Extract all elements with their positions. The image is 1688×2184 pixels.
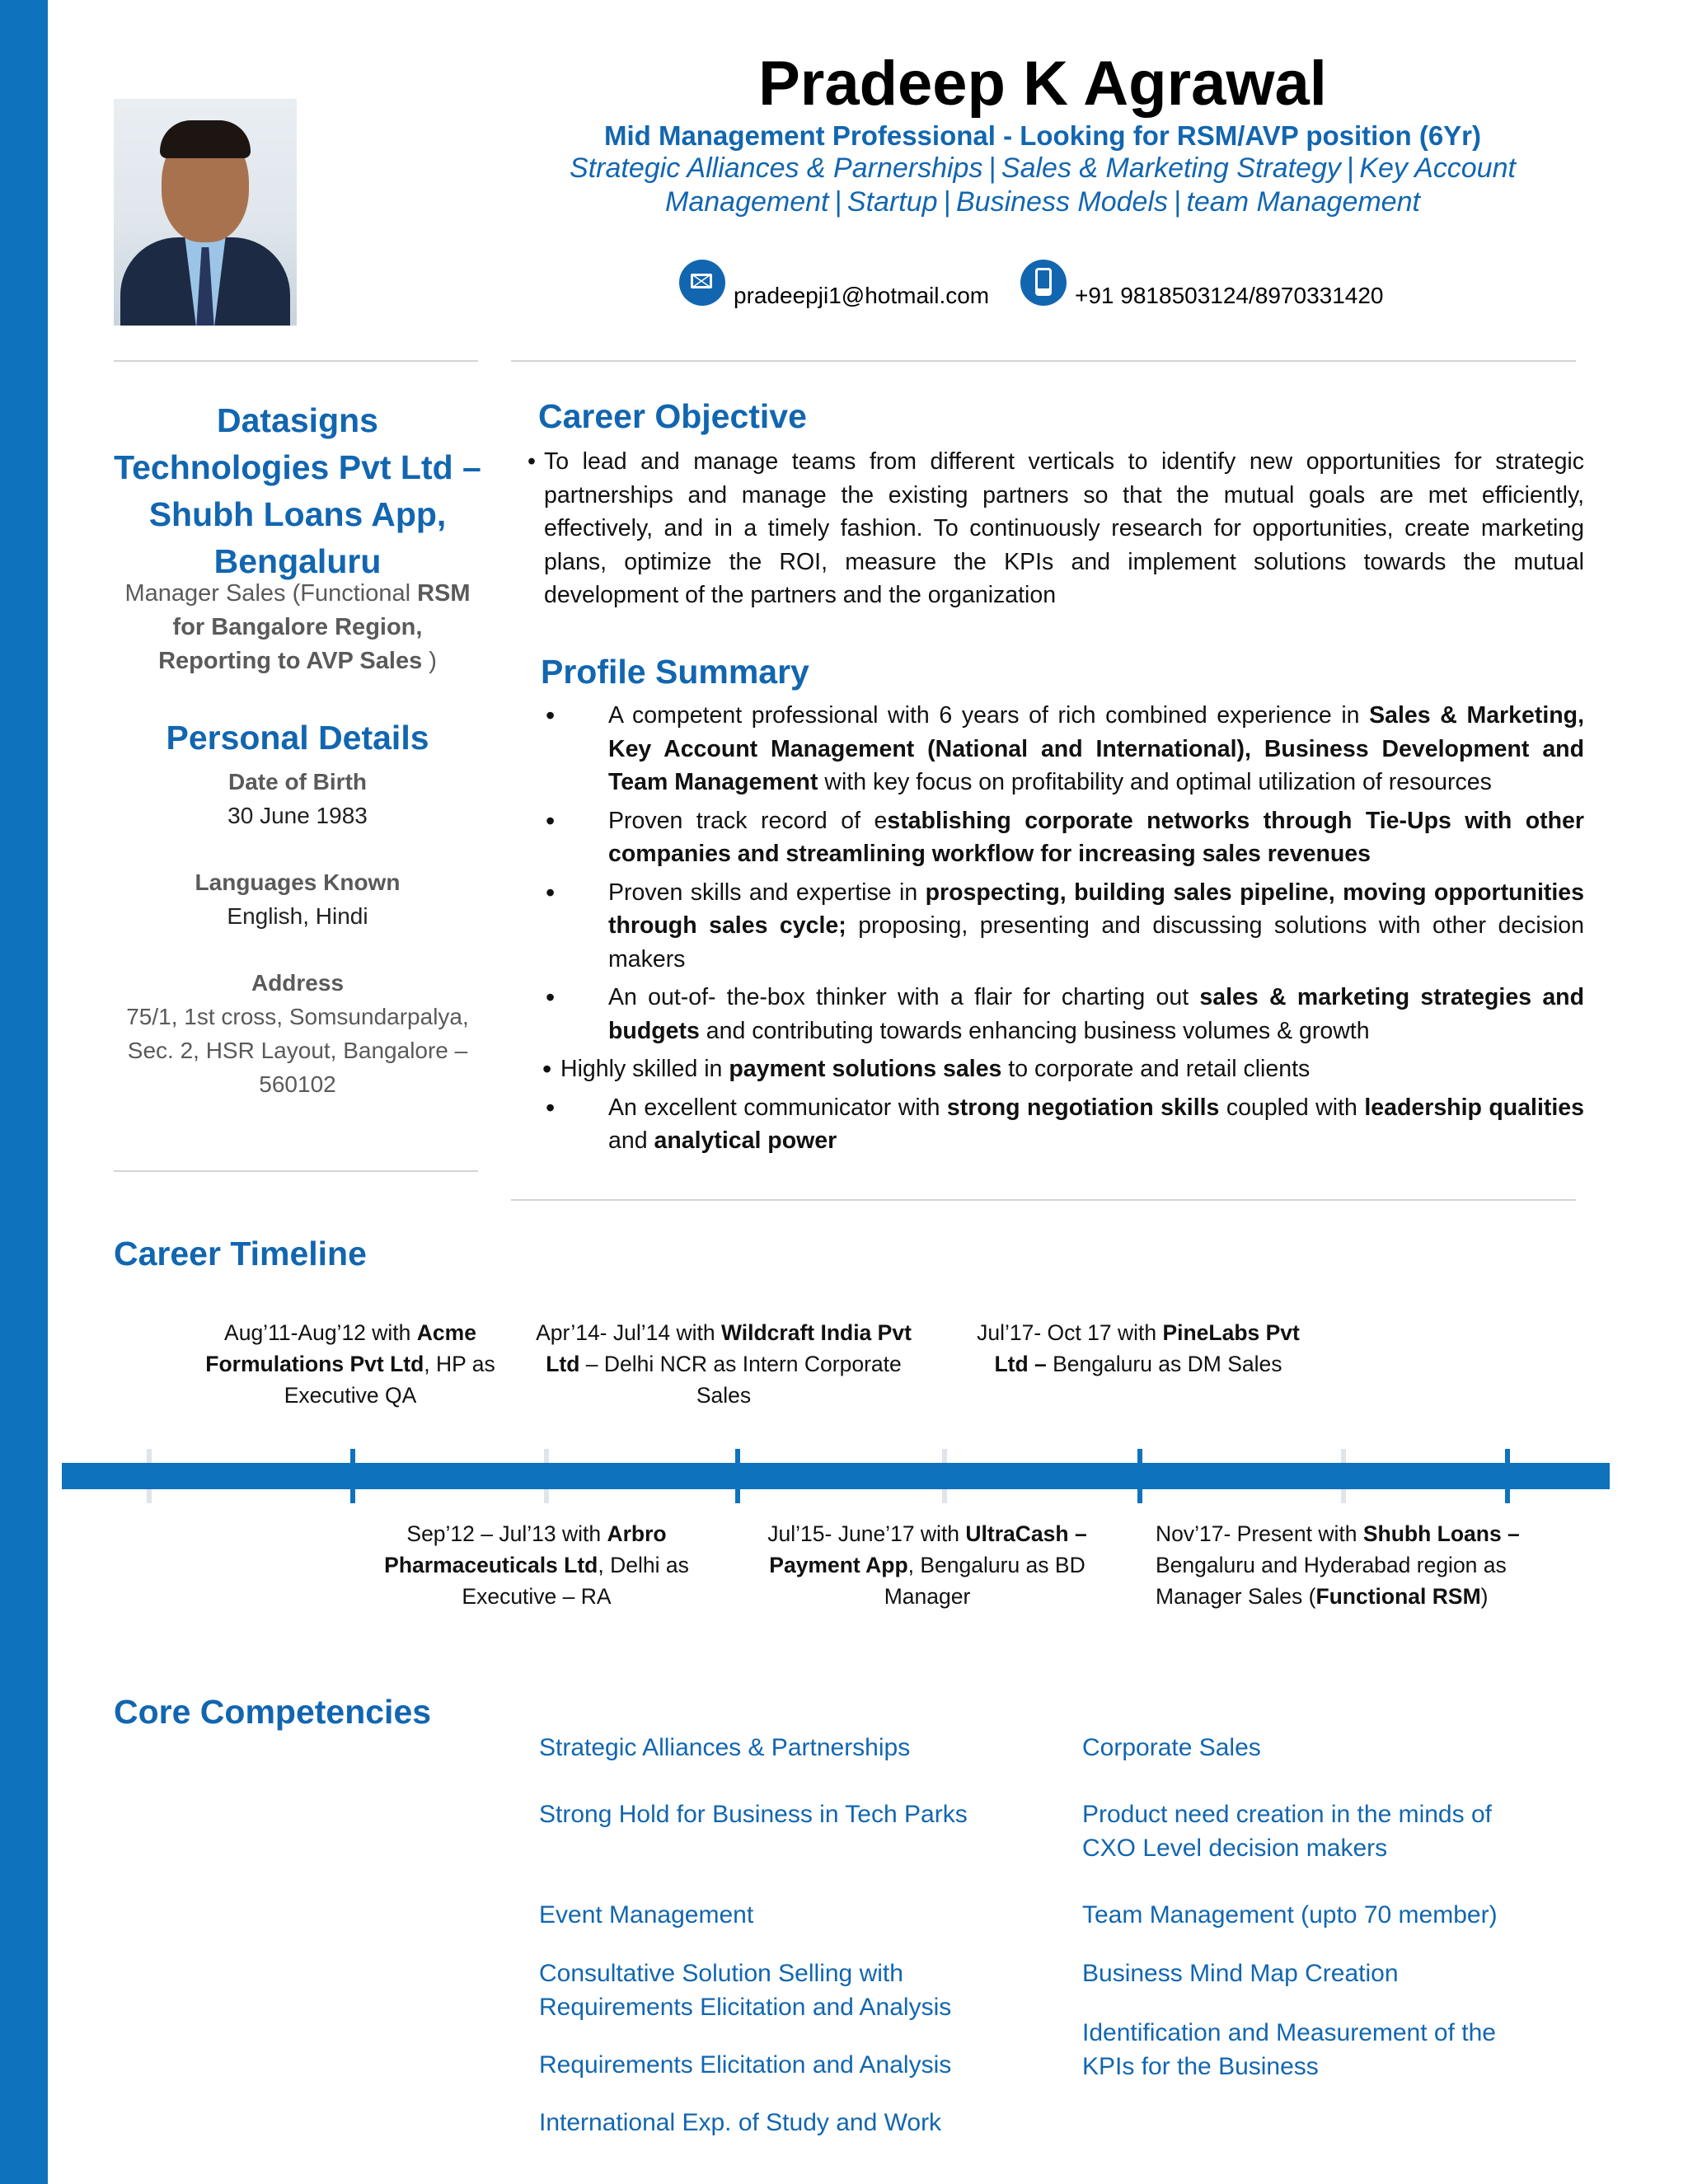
competency-item (1082, 1957, 1527, 1990)
competency-label: Consultative Solution Selling with Requirements Elicitation and Analysis (539, 1960, 952, 2021)
competency-item (539, 1797, 984, 1831)
timeline-axis (62, 1463, 1610, 1489)
list-item: • Proven track record of establishing corporate networks through Tie-Ups with other companies and streamlining workflow for increasing sales revenues (544, 804, 1584, 871)
competency-item (539, 1731, 984, 1765)
competency-item (539, 1898, 984, 1932)
divider (511, 360, 1576, 362)
timeline-event: Apr’14- Jul’14 with Wildcraft India Pvt Ltd – Delhi NCR as Intern Corporate Sales (536, 1320, 912, 1408)
left-accent-bar (0, 0, 48, 2184)
competency-label: Requirements Elicitation and Analysis (539, 2051, 952, 2079)
competency-label: Corporate Sales (1082, 1734, 1261, 1761)
profile-summary-heading: Profile Summary (541, 653, 809, 691)
timeline-tick (1137, 1449, 1142, 1503)
current-company: Datasigns Technologies Pvt Ltd – Shubh Loans App, Bengaluru (114, 401, 481, 580)
list-item: • An excellent communicator with strong negotiation skills coupled with leadership qualities and analytical power (544, 1091, 1584, 1158)
timeline-tick (350, 1449, 355, 1503)
timeline-event: Nov’17- Present with Shubh Loans – Bengaluru and Hyderabad region as Manager Sales (Functional RSM) (1156, 1521, 1520, 1609)
list-item: • Highly skilled in payment solutions sales to corporate and retail clients (544, 1052, 1584, 1086)
personal-details-heading: Personal Details (166, 719, 429, 757)
email-address[interactable]: pradeepji1@hotmail.com (734, 283, 990, 308)
timeline-event: Aug’11-Aug’12 with Acme Formulations Pvt Ltd, HP as Executive QA (205, 1320, 495, 1408)
email-icon (679, 260, 725, 306)
competency-item (1082, 1898, 1527, 1932)
phone-contact[interactable] (1020, 260, 1449, 309)
languages: Languages Known English, Hindi (195, 869, 401, 929)
phone-number[interactable]: +91 9818503124/8970331420 (1075, 283, 1384, 308)
competency-item (1082, 1797, 1527, 1865)
career-objective-heading: Career Objective (538, 397, 807, 435)
competency-item (1082, 1731, 1527, 1765)
timeline-event: Sep’12 – Jul’13 with Arbro Pharmaceuticals Ltd, Delhi as Executive – RA (384, 1521, 689, 1609)
list-item: • A competent professional with 6 years of rich combined experience in Sales & Marketing, Key Account Management (National and International), Business Development and Team Management with key focus on profitability and optimal utilization of resources (544, 699, 1584, 799)
core-competencies-heading: Core Competencies (114, 1693, 432, 1731)
competency-label: Strong Hold for Business in Tech Parks (539, 1801, 968, 1828)
address: Address 75/1, 1st cross, Somsundarpalya, Sec. 2, HSR Layout, Bangalore – 560102 (126, 970, 469, 1097)
competency-label: Product need creation in the minds of CXO Level decision makers (1082, 1801, 1492, 1862)
divider (114, 1170, 478, 1172)
competency-item (539, 2106, 984, 2139)
timeline-tick (735, 1449, 740, 1503)
profile-photo (114, 99, 297, 326)
competency-label: Identification and Measurement of the KPIs for the Business (1082, 2019, 1496, 2080)
competency-label: Team Management (upto 70 member) (1082, 1901, 1498, 1929)
profile-summary-list (544, 699, 1584, 1163)
phone-icon (1020, 260, 1067, 306)
timeline-event: Jul’17- Oct 17 with PineLabs Pvt Ltd – Bengaluru as DM Sales (977, 1320, 1300, 1376)
career-timeline-heading: Career Timeline (114, 1235, 367, 1272)
timeline-event: Jul’15- June’17 with UltraCash – Payment App, Bengaluru as BD Manager (767, 1521, 1087, 1609)
divider (511, 1199, 1576, 1201)
list-item: • Proven skills and expertise in prospecting, building sales pipeline, moving opportunities through sales cycle; proposing, presenting and discussing solutions with other decision makers (544, 876, 1584, 977)
competency-item (539, 1957, 984, 2024)
competency-item (539, 2048, 984, 2082)
competency-label: Business Mind Map Creation (1082, 1960, 1399, 1987)
timeline-tick (1505, 1449, 1510, 1503)
divider (114, 360, 478, 362)
current-role: Manager Sales (Functional RSM for Bangalore Region, Reporting to AVP Sales ) (124, 580, 471, 674)
competency-item (1082, 2016, 1527, 2083)
competency-label: Strategic Alliances & Partnerships (539, 1734, 911, 1761)
competency-label: Event Management (539, 1901, 754, 1929)
date-of-birth: Date of Birth 30 June 1983 (227, 769, 368, 828)
competency-label: International Exp. of Study and Work (539, 2109, 942, 2136)
career-objective-text: • To lead and manage teams from different verticals to identify new opportunities for strategic partnerships and manage the existing partners so that the mutual goals are met efficiently, effectively, and in a timely fashion. To continuously research for opportunities, create marketing plans, optimize the ROI, measure the KPIs and implement solutions towards the mutual development of the partners and the organization (528, 448, 1584, 608)
candidate-name: Pradeep K Agrawal (758, 49, 1327, 119)
email-contact[interactable] (679, 260, 1025, 309)
list-item: • An out-of- the-box thinker with a flair for charting out sales & marketing strategies and budgets and contributing towards enhancing business volumes & growth (544, 981, 1584, 1047)
key-skills-line: Strategic Alliances & Parnerships | Sales & Marketing Strategy | Key Account Management | Startup | Business Models | team Management (570, 152, 1516, 218)
headline: Mid Management Professional - Looking for RSM/AVP position (6Yr) (603, 120, 1482, 151)
